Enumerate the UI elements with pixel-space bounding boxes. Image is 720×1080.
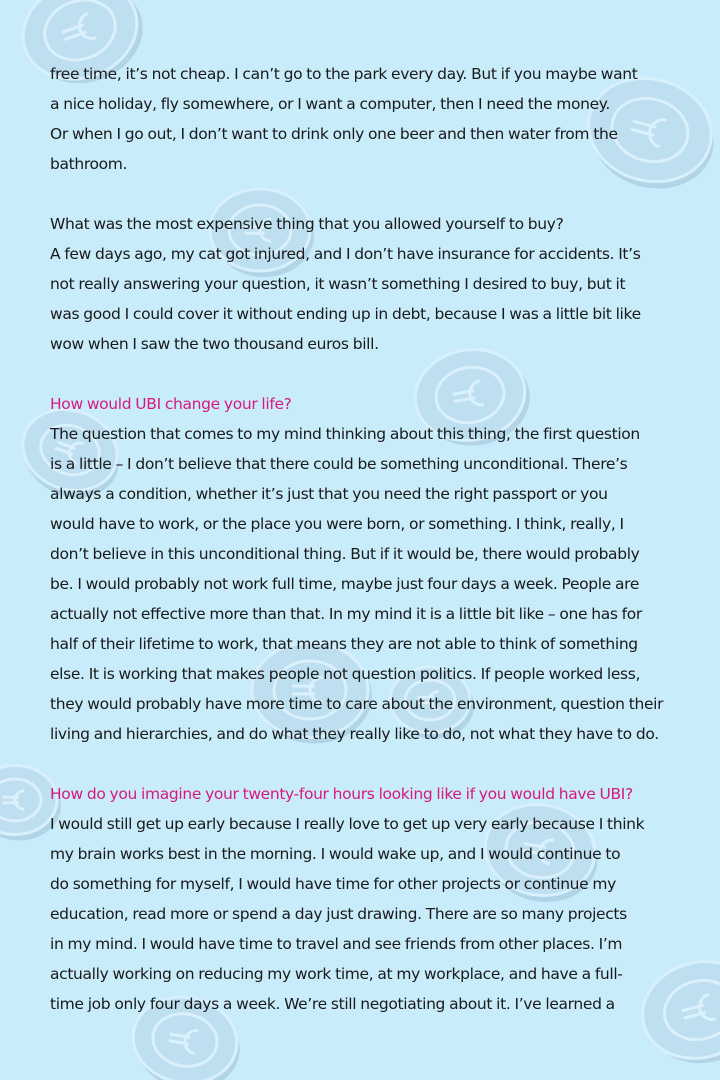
answer-line: be. I would probably not work full time, maybe just four days a week. People are (50, 575, 640, 593)
answer-line: a nice holiday, fly somewhere, or I want a computer, then I need the money. (50, 95, 610, 113)
answer-line: in my mind. I would have time to travel and see friends from other places. I’m (50, 935, 623, 953)
answer-line: half of their lifetime to work, that means they are not able to think of something (50, 635, 638, 653)
answer-line: The question that comes to my mind thinking about this thing, the first question (50, 425, 640, 443)
answer-line: education, read more or spend a day just drawing. There are so many projects (50, 905, 627, 923)
answer-line: A few days ago, my cat got injured, and I don’t have insurance for accidents. It’s (50, 245, 641, 263)
question-heading (50, 779, 680, 809)
question-heading (50, 209, 680, 239)
answer-line: wow when I saw the two thousand euros bill. (50, 335, 379, 353)
section-gap (50, 179, 680, 209)
answer-line: living and hierarchies, and do what they really like to do, not what they have to do. (50, 725, 659, 743)
interview-text (50, 59, 680, 1019)
answer-line: don’t believe in this unconditional thing. But if it would be, there would probably (50, 545, 640, 563)
question-text: How would UBI change your life? (50, 395, 292, 413)
question-text: How do you imagine your twenty-four hours looking like if you would have UBI? (50, 785, 633, 803)
answer-line: free time, it’s not cheap. I can’t go to the park every day. But if you maybe want (50, 65, 638, 83)
answer-paragraph (50, 419, 680, 749)
answer-line: bathroom. (50, 155, 128, 173)
question-heading (50, 389, 680, 419)
answer-line: actually not effective more than that. In my mind it is a little bit like – one has for (50, 605, 642, 623)
section-gap (50, 359, 680, 389)
answer-line: is a little – I don’t believe that there could be something unconditional. There’s (50, 455, 628, 473)
answer-line: would have to work, or the place you were born, or something. I think, really, I (50, 515, 624, 533)
answer-line: do something for myself, I would have time for other projects or continue my (50, 875, 616, 893)
answer-line: was good I could cover it without ending up in debt, because I was a little bit like (50, 305, 641, 323)
answer-line: Or when I go out, I don’t want to drink only one beer and then water from the (50, 125, 618, 143)
question-text: What was the most expensive thing that you allowed yourself to buy? (50, 215, 564, 233)
answer-line: they would probably have more time to care about the environment, question their (50, 695, 664, 713)
answer-paragraph (50, 239, 680, 359)
answer-line: I would still get up early because I really love to get up very early because I think (50, 815, 645, 833)
answer-paragraph (50, 809, 680, 1019)
answer-line: not really answering your question, it wasn’t something I desired to buy, but it (50, 275, 626, 293)
section-gap (50, 749, 680, 779)
answer-line: always a condition, whether it’s just that you need the right passport or you (50, 485, 608, 503)
answer-line: else. It is working that makes people not question politics. If people worked less, (50, 665, 641, 683)
answer-paragraph (50, 59, 680, 179)
answer-line: actually working on reducing my work time, at my workplace, and have a full- (50, 965, 623, 983)
answer-line: time job only four days a week. We’re still negotiating about it. I’ve learned a (50, 995, 615, 1013)
answer-line: my brain works best in the morning. I would wake up, and I would continue to (50, 845, 621, 863)
